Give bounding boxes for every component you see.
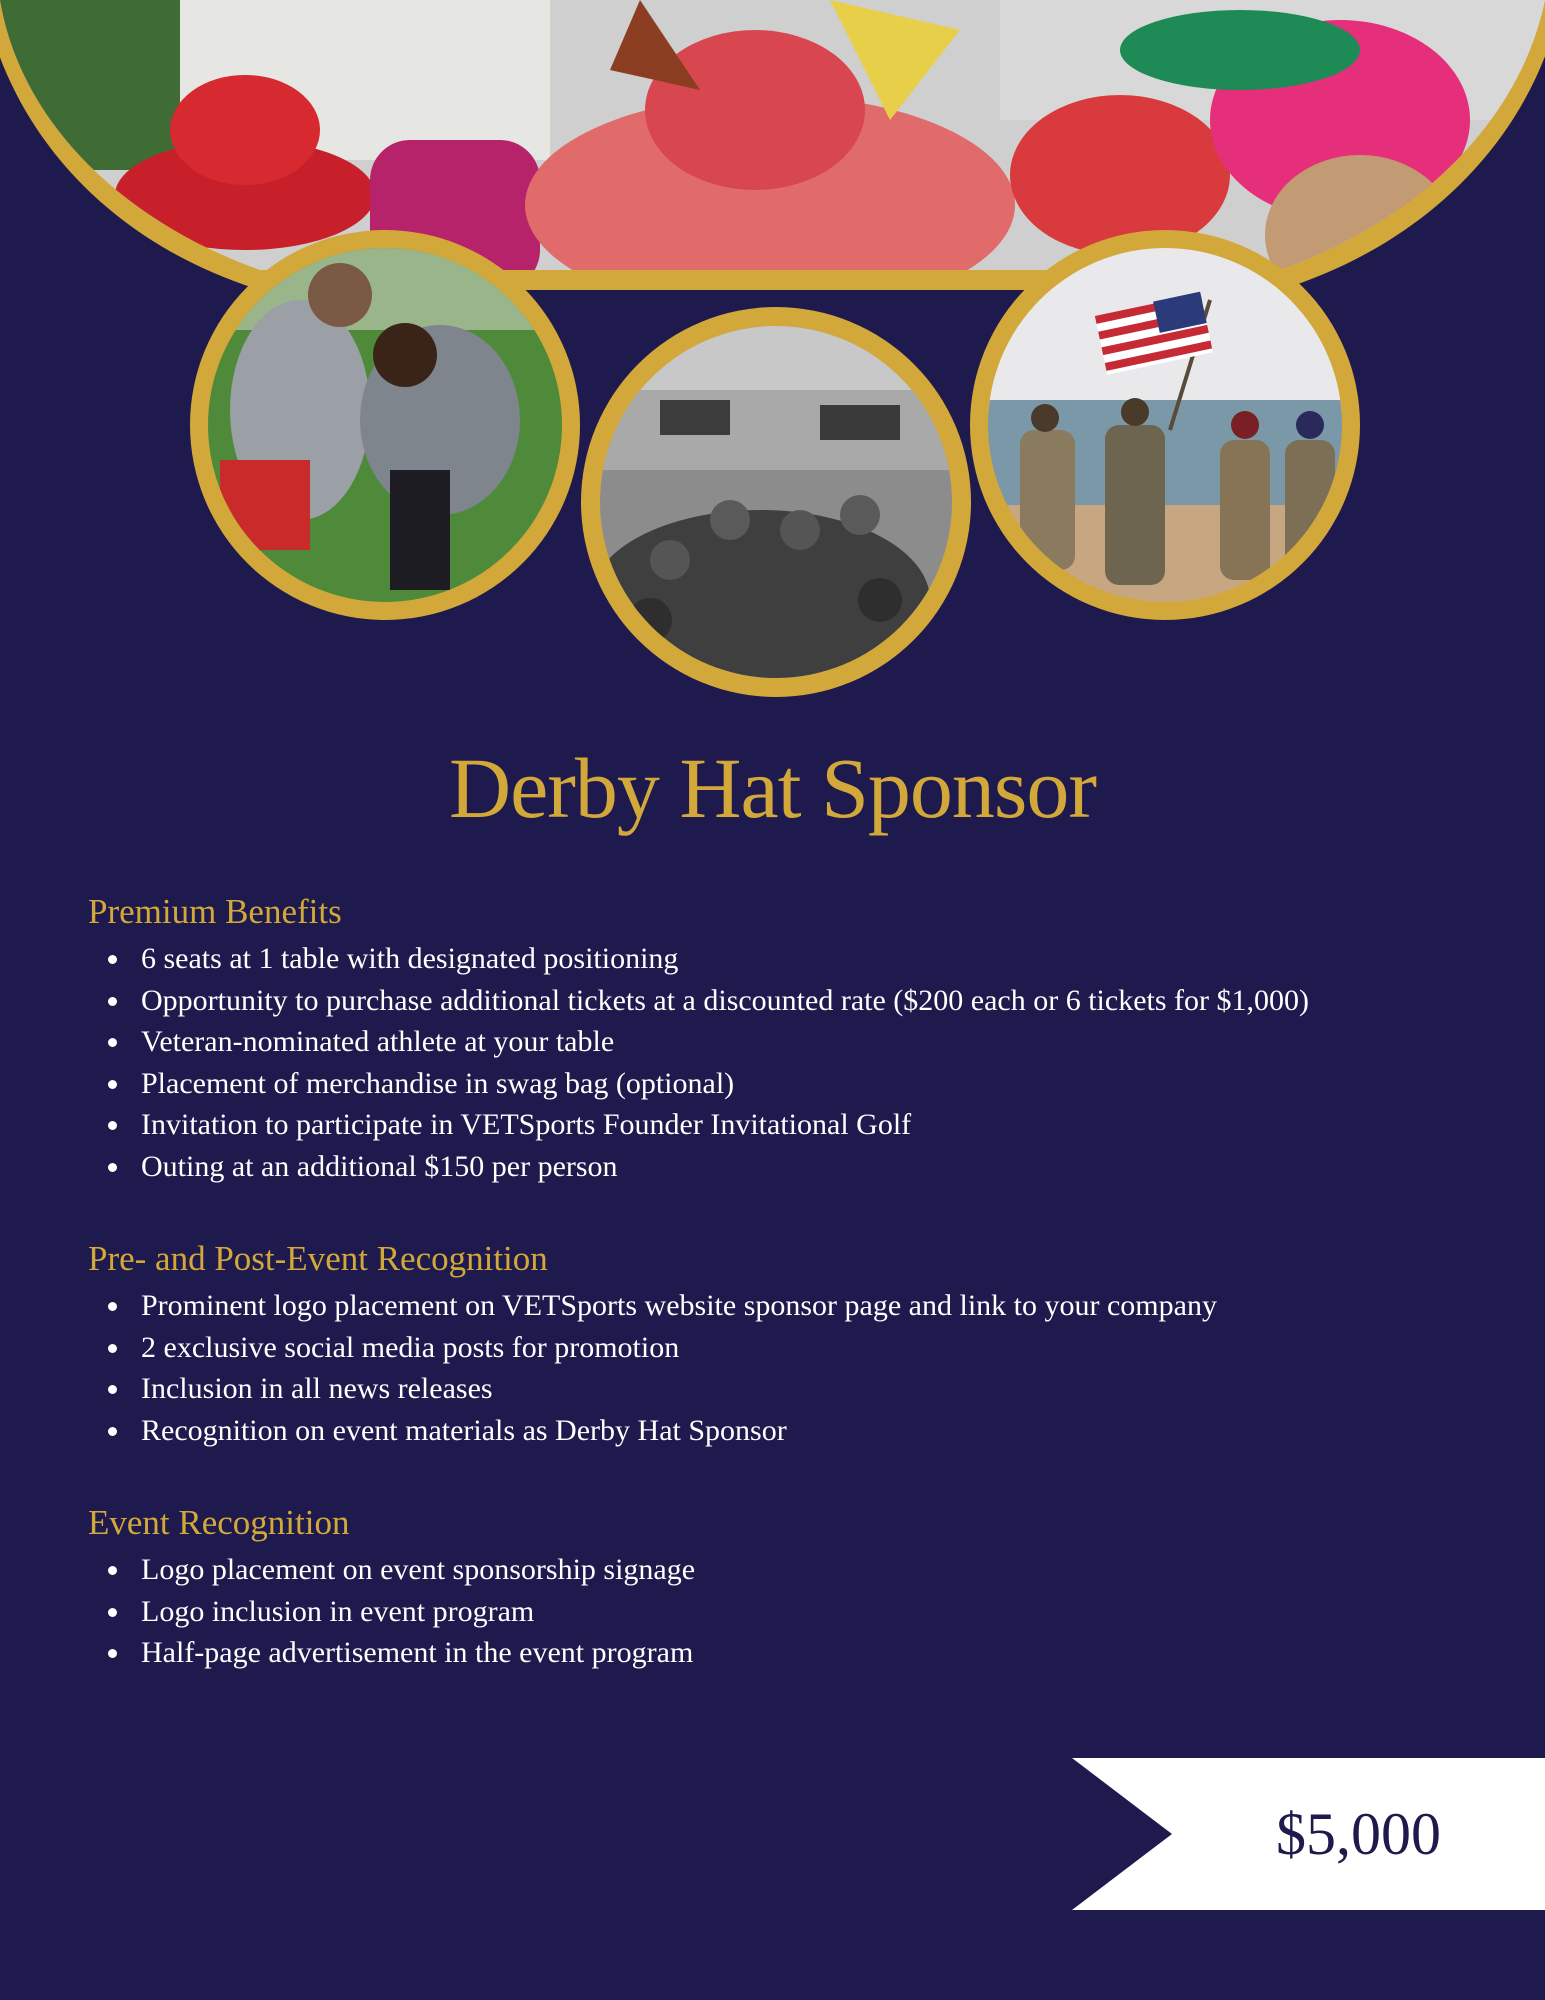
section-event-recognition [88,1503,1488,1674]
price-amount: $5,000 [1276,1800,1441,1867]
list-item: Prominent logo placement on VETSports website sponsor page and link to your company [88,1285,1488,1327]
list-item: Inclusion in all news releases [88,1368,1488,1410]
list-item: Logo placement on event sponsorship signage [88,1549,1488,1591]
list-item: Outing at an additional $150 per person [88,1146,1488,1188]
hero-photo-collage [0,0,1545,720]
section-heading: Event Recognition [88,1503,350,1542]
list-item: Opportunity to purchase additional tickets at a discounted rate ($200 each or 6 tickets for $1,000) [88,980,1488,1022]
list-item: Veteran-nominated athlete at your table [88,1021,1488,1063]
section-pre-post-event-recognition [88,1239,1488,1451]
bullet-list [88,1549,1488,1674]
list-item: Placement of merchandise in swag bag (optional) [88,1063,1488,1105]
d-day-landing-photo [581,307,971,700]
list-item: 2 exclusive social media posts for promotion [88,1327,1488,1369]
section-premium-benefits [88,892,1488,1187]
list-item: Recognition on event materials as Derby Hat Sponsor [88,1410,1488,1452]
price-ribbon [1072,1758,1545,1910]
derby-hats-photo [0,0,1545,315]
bullet-list [88,1285,1488,1451]
benefits-content [88,892,1488,1726]
veterans-flag-photo [970,230,1360,620]
bullet-list [88,938,1488,1187]
hero-collage-graphic [0,0,1545,720]
list-item: Logo inclusion in event program [88,1591,1488,1633]
list-item: 6 seats at 1 table with designated positioning [88,938,1488,980]
section-heading: Premium Benefits [88,892,342,931]
page-title: Derby Hat Sponsor [448,740,1097,836]
athletes-photo [190,230,580,620]
section-heading: Pre- and Post-Event Recognition [88,1239,548,1278]
list-item: Half-page advertisement in the event program [88,1632,1488,1674]
list-item: Invitation to participate in VETSports Founder Invitational Golf [88,1104,1488,1146]
